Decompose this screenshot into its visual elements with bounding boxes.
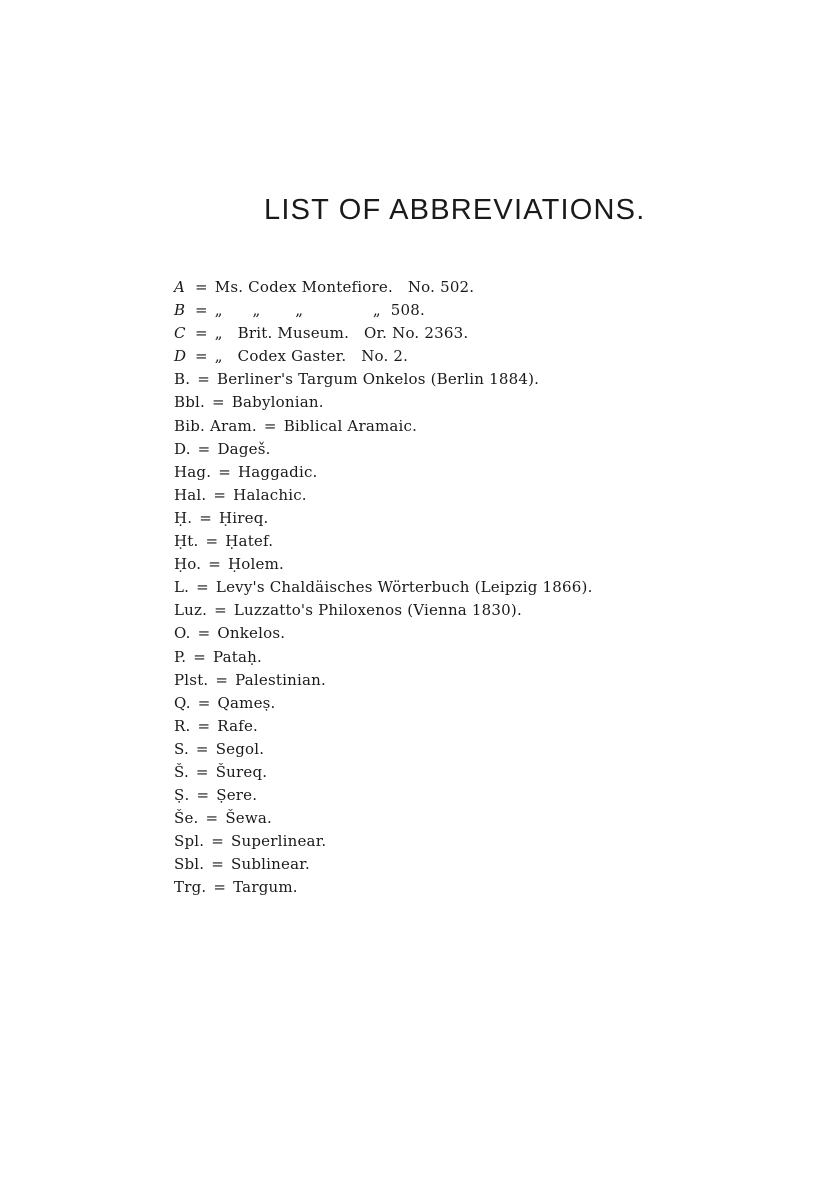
list-item xyxy=(174,669,593,692)
equals-sign: = xyxy=(193,647,207,666)
abbreviation: Hal. xyxy=(174,485,207,504)
definition: „ Codex Gaster. No. 2. xyxy=(214,347,409,366)
list-item xyxy=(174,391,593,414)
equals-sign: = xyxy=(197,370,210,389)
abbreviation: Hag. xyxy=(174,462,212,481)
definition: „ Brit. Museum. Or. No. 2363. xyxy=(214,324,469,343)
list-item xyxy=(174,276,593,299)
equals-sign: = xyxy=(195,347,208,366)
definition: Ḥolem. xyxy=(228,555,284,574)
abbreviation: Q. xyxy=(174,693,191,712)
definition: Superlinear. xyxy=(231,832,327,851)
list-item xyxy=(174,738,593,761)
abbreviation: Bib. Aram. xyxy=(174,416,257,435)
equals-sign: = xyxy=(208,555,221,574)
definition: Rafe. xyxy=(217,716,259,735)
abbreviation: B. xyxy=(174,370,191,389)
abbreviation: Bbl. xyxy=(174,393,205,412)
abbreviation: Ḥt. xyxy=(174,532,199,551)
abbreviation: O. xyxy=(174,624,191,643)
definition: Šureq. xyxy=(215,762,268,781)
abbreviation: Še. xyxy=(174,809,199,828)
list-item xyxy=(174,576,593,599)
equals-sign: = xyxy=(197,693,211,712)
abbreviation: Trg. xyxy=(174,878,207,897)
definition: Qameṣ. xyxy=(217,693,276,712)
definition: Berliner's Targum Onkelos (Berlin 1884). xyxy=(216,370,540,389)
abbreviation: A xyxy=(174,278,186,296)
equals-sign: = xyxy=(196,578,209,597)
list-item xyxy=(174,368,593,391)
list-item xyxy=(174,692,593,715)
equals-sign: = xyxy=(197,716,211,735)
definition: Palestinian. xyxy=(235,670,326,689)
definition: Pataḥ. xyxy=(213,647,262,666)
equals-sign: = xyxy=(213,485,227,504)
definition: Haggadic. xyxy=(237,462,318,481)
equals-sign: = xyxy=(211,832,225,851)
definition: Halachic. xyxy=(233,485,307,504)
equals-sign: = xyxy=(215,670,229,689)
equals-sign: = xyxy=(205,532,219,551)
abbreviation: S. xyxy=(174,739,189,758)
abbreviation: Spl. xyxy=(174,832,205,851)
list-item xyxy=(174,622,593,645)
list-item xyxy=(174,599,593,622)
abbreviation: C xyxy=(174,324,186,343)
abbreviation: L. xyxy=(174,578,190,597)
equals-sign: = xyxy=(213,878,227,897)
abbreviation: Luz. xyxy=(174,601,208,620)
equals-sign: = xyxy=(199,508,213,527)
definition: Šewa. xyxy=(225,809,273,828)
definition: Ḥireq. xyxy=(219,508,269,527)
list-item xyxy=(174,345,593,368)
list-item xyxy=(174,876,593,899)
equals-sign: = xyxy=(197,624,211,643)
list-item xyxy=(174,807,593,830)
definition: Biblical Aramaic. xyxy=(283,416,418,435)
equals-sign: = xyxy=(211,855,225,874)
abbreviation: Sbl. xyxy=(174,855,205,874)
definition: Targum. xyxy=(233,878,298,897)
definition: Ms. Codex Montefiore. No. 502. xyxy=(214,278,475,296)
definition: Segol. xyxy=(215,739,265,758)
list-item xyxy=(174,438,593,461)
abbreviation: Ṣ. xyxy=(174,786,190,805)
list-item xyxy=(174,715,593,738)
abbreviation: P. xyxy=(174,647,187,666)
abbreviation: D xyxy=(174,347,187,366)
list-item xyxy=(174,761,593,784)
abbreviation: Š. xyxy=(174,762,189,781)
definition: Onkelos. xyxy=(217,624,286,643)
list-item xyxy=(174,507,593,530)
list-item xyxy=(174,553,593,576)
abbreviation: Plst. xyxy=(174,670,209,689)
definition: Levy's Chaldäisches Wörterbuch (Leipzig 1866). xyxy=(215,578,593,597)
list-item xyxy=(174,646,593,669)
definition: „ „ „ „ 508. xyxy=(214,301,425,320)
list-item xyxy=(174,830,593,853)
equals-sign: = xyxy=(214,601,227,620)
equals-sign: = xyxy=(195,278,208,296)
list-item xyxy=(174,299,593,322)
equals-sign: = xyxy=(263,416,277,435)
equals-sign: = xyxy=(212,393,225,412)
definition: Ṣere. xyxy=(216,786,258,805)
list-item xyxy=(174,322,593,345)
list-item xyxy=(174,853,593,876)
abbreviation: D. xyxy=(174,439,191,458)
abbreviation: Ḥ. xyxy=(174,508,193,527)
definition: Babylonian. xyxy=(231,393,324,412)
equals-sign: = xyxy=(195,739,209,758)
list-item xyxy=(174,461,593,484)
list-item xyxy=(174,415,593,438)
definition: Luzzatto's Philoxenos (Vienna 1830). xyxy=(233,601,522,620)
equals-sign: = xyxy=(195,324,208,343)
abbreviation: B xyxy=(174,301,186,320)
list-item xyxy=(174,484,593,507)
equals-sign: = xyxy=(195,762,209,781)
list-item xyxy=(174,784,593,807)
equals-sign: = xyxy=(195,301,208,320)
definition: Dageš. xyxy=(217,439,271,458)
abbreviation: R. xyxy=(174,716,191,735)
equals-sign: = xyxy=(218,462,231,481)
list-item xyxy=(174,530,593,553)
definition: Sublinear. xyxy=(231,855,310,874)
page-title: LIST OF ABBREVIATIONS. xyxy=(264,194,646,226)
definition: Ḥatef. xyxy=(225,532,274,551)
equals-sign: = xyxy=(197,439,211,458)
equals-sign: = xyxy=(196,786,210,805)
abbreviation: Ḥo. xyxy=(174,555,202,574)
equals-sign: = xyxy=(205,809,219,828)
abbreviation-list xyxy=(174,276,593,900)
